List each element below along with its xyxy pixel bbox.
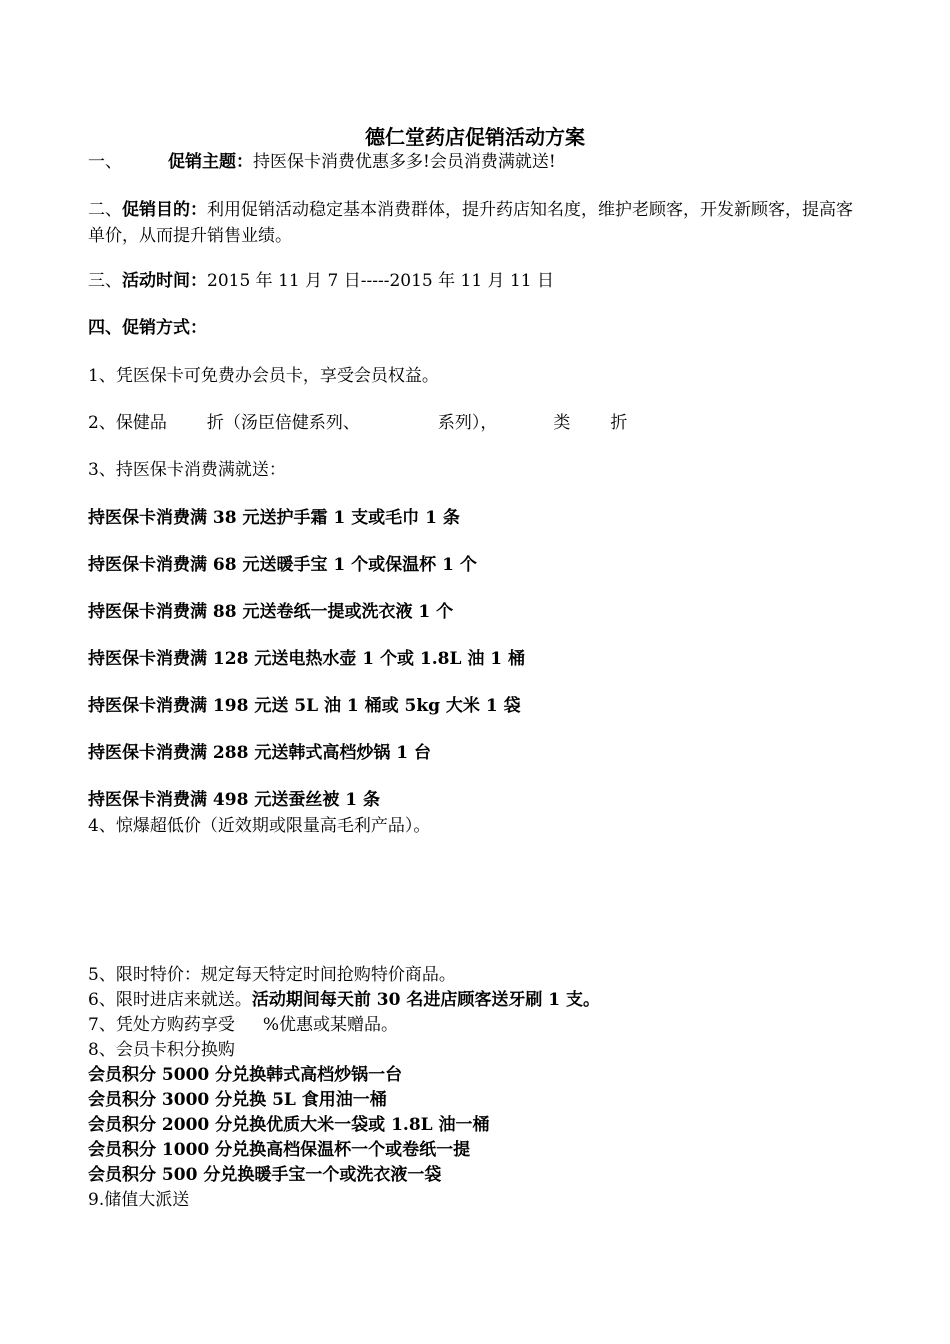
promo-item-6-part-a: 6、限时进店来就送。 bbox=[88, 990, 252, 1010]
promo-item-7-part-b: %优惠或某赠品。 bbox=[262, 1015, 398, 1035]
promo-item-2-part-d: 类 bbox=[553, 413, 571, 433]
section-1 bbox=[88, 150, 556, 174]
points-tier-1: 会员积分 5000 分兑换韩式高档炒锅一台 bbox=[88, 1065, 403, 1085]
promo-item-4: 4、惊爆超低价（近效期或限量高毛利产品）。 bbox=[88, 816, 431, 836]
promo-item-9: 9.储值大派送 bbox=[88, 1190, 190, 1210]
promo-item-2 bbox=[88, 411, 627, 435]
promo-item-1: 1、凭医保卡可免费办会员卡，享受会员权益。 bbox=[88, 366, 439, 386]
gift-tier-4: 持医保卡消费满 128 元送电热水壶 1 个或 1.8L 油 1 桶 bbox=[88, 649, 526, 669]
section-3-text: 2015 年 11 月 7 日-----2015 年 11 月 11 日 bbox=[207, 271, 554, 291]
section-3-number: 三、 bbox=[88, 271, 122, 291]
promo-item-3: 3、持医保卡消费满就送： bbox=[88, 460, 286, 480]
gift-tier-5: 持医保卡消费满 198 元送 5L 油 1 桶或 5kg 大米 1 袋 bbox=[88, 696, 521, 716]
promo-item-2-part-a: 2、保健品 bbox=[88, 413, 167, 433]
promo-item-8: 8、会员卡积分换购 bbox=[88, 1040, 235, 1060]
section-3-label: 活动时间： bbox=[122, 271, 207, 291]
gift-tier-6: 持医保卡消费满 288 元送韩式高档炒锅 1 台 bbox=[88, 743, 431, 763]
section-1-number: 一、 bbox=[88, 152, 122, 172]
points-tier-4: 会员积分 1000 分兑换高档保温杯一个或卷纸一提 bbox=[88, 1140, 471, 1160]
section-3 bbox=[88, 269, 554, 293]
promo-item-2-part-e: 折 bbox=[610, 413, 628, 433]
gift-tier-3: 持医保卡消费满 88 元送卷纸一提或洗衣液 1 个 bbox=[88, 602, 454, 622]
points-tier-3: 会员积分 2000 分兑换优质大米一袋或 1.8L 油一桶 bbox=[88, 1115, 490, 1135]
points-tier-5: 会员积分 500 分兑换暖手宝一个或洗衣液一袋 bbox=[88, 1165, 442, 1185]
section-2-label: 促销目的： bbox=[122, 200, 207, 220]
section-4-heading: 四、促销方式： bbox=[88, 318, 207, 338]
promo-item-7 bbox=[88, 1013, 398, 1037]
section-1-text: 持医保卡消费优惠多多!会员消费满就送! bbox=[253, 152, 556, 172]
promo-item-2-part-c: 系列）， bbox=[437, 413, 498, 433]
promo-item-2-part-b: 折（汤臣倍健系列、 bbox=[206, 413, 360, 433]
promo-item-5: 5、限时特价：规定每天特定时间抢购特价商品。 bbox=[88, 965, 456, 985]
gift-tier-7: 持医保卡消费满 498 元送蚕丝被 1 条 bbox=[88, 790, 380, 810]
promo-item-7-part-a: 7、凭处方购药享受 bbox=[88, 1015, 235, 1035]
section-2-text: 利用促销活动稳定基本消费群体，提升药店知名度，维护老顾客，开发新顾客，提高客单价，从而提升销售业绩。 bbox=[88, 200, 853, 246]
section-2 bbox=[88, 197, 868, 249]
promo-item-6 bbox=[88, 988, 600, 1012]
gift-tier-2: 持医保卡消费满 68 元送暖手宝 1 个或保温杯 1 个 bbox=[88, 555, 477, 575]
section-2-number: 二、 bbox=[88, 200, 122, 220]
section-1-label: 促销主题： bbox=[168, 152, 253, 172]
gift-tier-1: 持医保卡消费满 38 元送护手霜 1 支或毛巾 1 条 bbox=[88, 508, 460, 528]
document-title: 德仁堂药店促销活动方案 bbox=[365, 125, 585, 149]
promo-item-6-part-b: 活动期间每天前 30 名进店顾客送牙刷 1 支。 bbox=[251, 990, 600, 1010]
points-tier-2: 会员积分 3000 分兑换 5L 食用油一桶 bbox=[88, 1090, 387, 1110]
